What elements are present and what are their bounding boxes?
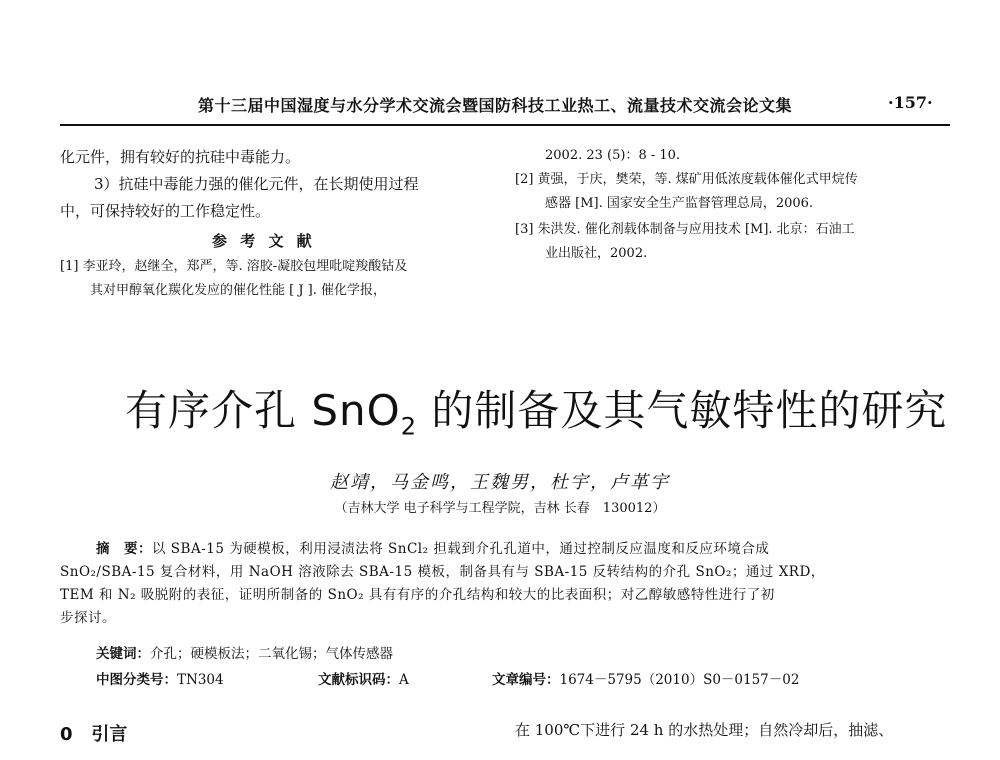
article-title: 有序介孔 SnO$_2$ 的制备及其气敏特性的研究 [125, 386, 948, 441]
reference-1: [1] 李亚玲，赵继全，郑严，等. 溶胶-凝胶包埋吡啶羧酸钴及 [60, 259, 408, 274]
document-code: 文献标识码：A [318, 672, 409, 688]
reference-3: [3] 朱洪发. 催化剂载体制备与应用技术 [M]. 北京：石油工 [515, 222, 855, 237]
reference-2: [2] 黄强，于庆，樊荣，等. 煤矿用低浓度载体催化式甲烷传 [515, 172, 858, 187]
reference-3-cont: 业出版社，2002. [545, 246, 648, 261]
prev-text-line-1: 化元件，拥有较好的抗硅中毒能力。 [60, 148, 301, 166]
keywords: 关键词：介孔；硬模板法；二氧化锡；气体传感器 [96, 646, 393, 662]
abstract-label: 摘 要： [96, 541, 152, 557]
affiliation: （吉林大学 电子科学与工程学院，吉林 长春 130012） [334, 501, 666, 516]
abstract-line-2: SnO₂/SBA-15 复合材料，用 NaOH 溶液除去 SBA-15 模板，制备具有与 SBA-15 反转结构的介孔 SnO₂；通过 XRD， [60, 564, 825, 580]
reference-1-cont: 其对甲醇氧化羰化发应的催化性能 [ J ]. 催化学报， [90, 283, 387, 298]
abstract-line-4: 步探讨。 [60, 610, 116, 626]
abstract-line-1: 摘 要：以 SBA-15 为硬模板，利用浸渍法将 SnCl₂ 担载到介孔孔道中，通过控制反应温度和反应环境合成 [96, 541, 770, 557]
running-header: 第十三届中国湿度与水分学术交流会暨国防科技工业热工、流量技术交流会论文集 [198, 96, 793, 115]
reference-1-tail: 2002. 23 (5)：8 - 10. [545, 148, 681, 163]
body-text-right: 在 100℃下进行 24 h 的水热处理；自然冷却后，抽滤、 [515, 721, 894, 739]
clc-number: 中图分类号：TN304 [96, 672, 224, 688]
section-heading: 0 引言 [60, 724, 128, 745]
authors: 赵靖，马金鸣，王魏男，杜宇，卢革宇 [330, 472, 670, 493]
references-heading: 参 考 文 献 [212, 232, 316, 250]
reference-2-cont: 感器 [M]. 国家安全生产监督管理总局，2006. [545, 196, 814, 211]
prev-text-line-2: 3）抗硅中毒能力强的催化元件，在长期使用过程 [94, 175, 419, 193]
abstract-line-3: TEM 和 N₂ 吸脱附的表征，证明所制备的 SnO₂ 具有有序的介孔结构和较大的比表面积；对乙醇敏感特性进行了初 [60, 587, 775, 603]
article-number: 文章编号：1674－5795（2010）S0－0157－02 [492, 672, 800, 688]
prev-text-line-3: 中，可保持较好的工作稳定性。 [60, 202, 271, 220]
header-rule [60, 124, 950, 126]
page-number: ·157· [888, 93, 933, 112]
